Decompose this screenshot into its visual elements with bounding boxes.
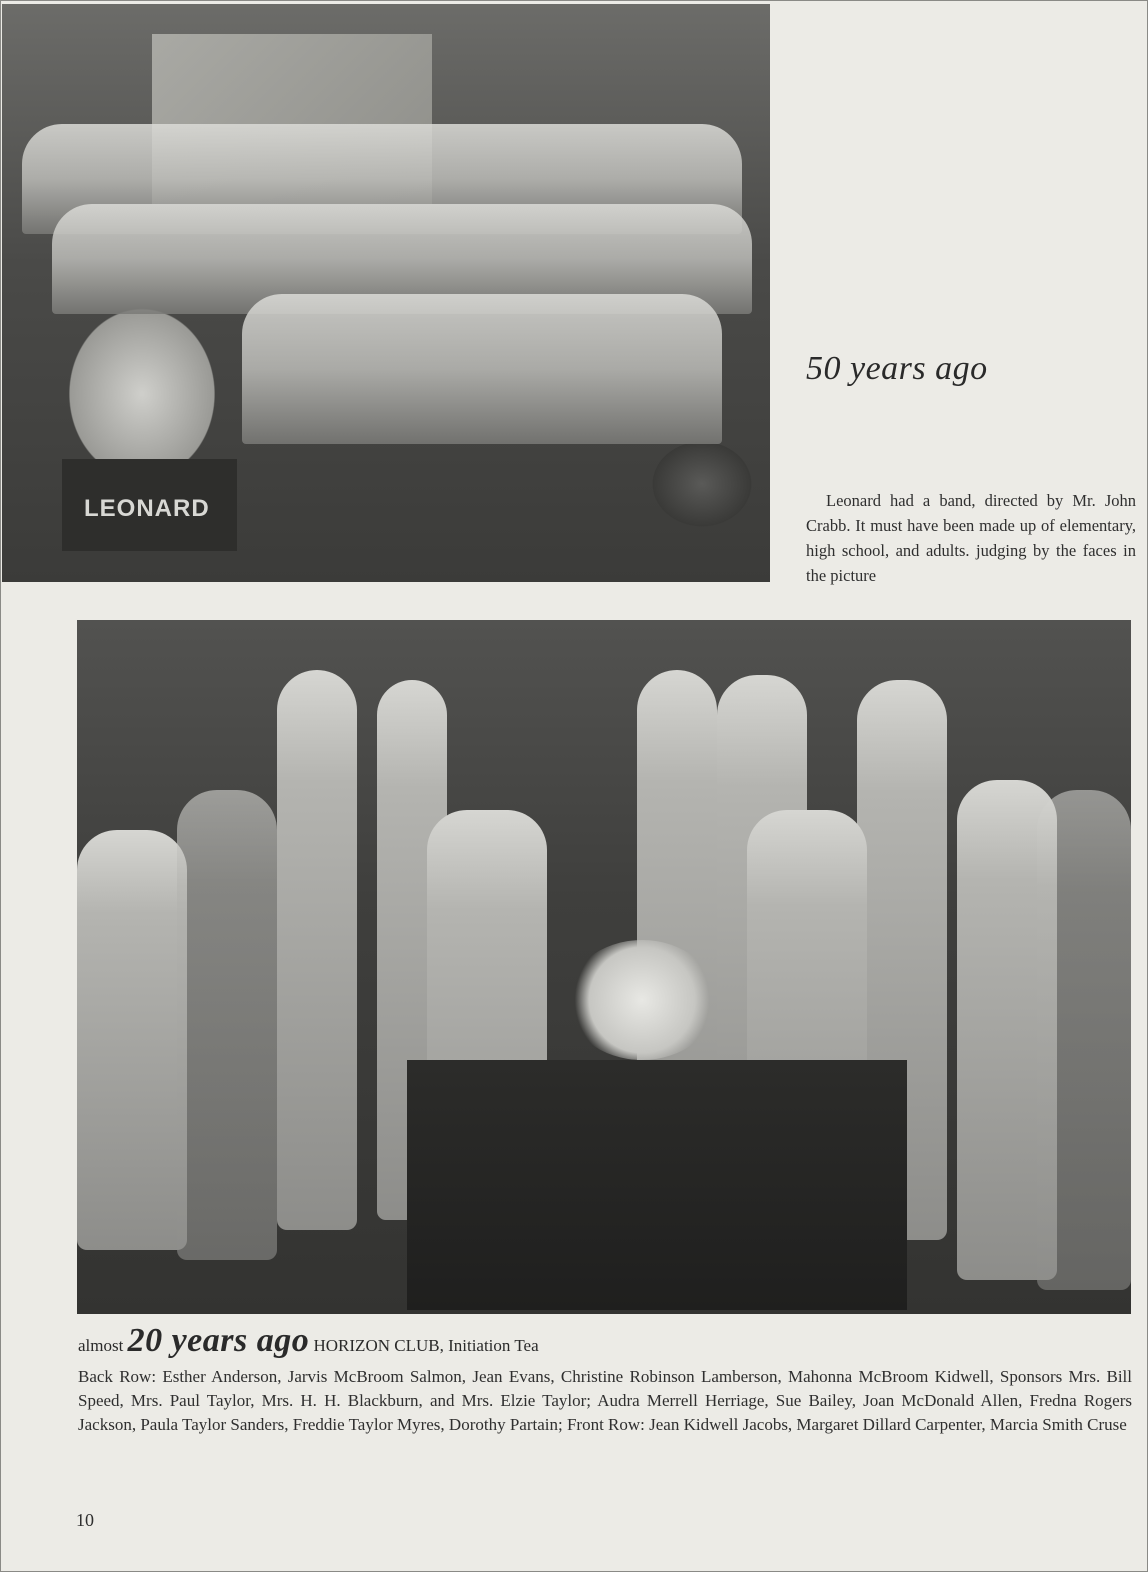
club-title: HORIZON CLUB, Initiation Tea (313, 1336, 539, 1355)
club-caption-block (78, 1322, 1132, 1437)
drum-case-label: LEONARD (84, 495, 210, 522)
club-caption: Back Row: Esther Anderson, Jarvis McBroom Salmon, Jean Evans, Christine Robinson Lamberson, Mahonna McBroom Kidwell, Sponsors Mrs. Bill Speed, Mrs. Paul Taylor, Mrs. H. H. Blackburn, and Mrs. Elzie Taylor; Audra Merrell Herriage, Sue Bailey, Joan McDonald Allen, Fredna Rogers Jackson, Paula Taylor Sanders, Freddie Taylor Myres, Dorothy Partain; Front Row: Jean Kidwell Jacobs, Margaret Dillard Carpenter, Marcia Smith Cruse (78, 1367, 1132, 1434)
tea-table (407, 1060, 907, 1310)
club-title-line (78, 1322, 1132, 1365)
person-figure (1037, 790, 1131, 1290)
page-number: 10 (76, 1510, 94, 1530)
club-photo (77, 620, 1131, 1314)
person-figure (177, 790, 277, 1260)
person-figure (277, 670, 357, 1230)
band-photo (2, 4, 770, 582)
club-heading: 20 years ago (127, 1322, 310, 1359)
person-figure (77, 830, 187, 1250)
drum-case (62, 459, 237, 551)
band-front-row (242, 294, 722, 444)
band-caption: Leonard had a band, directed by Mr. John Crabb. It must have been made up of elementary, high school, and adults. judging by the faces in the picture (806, 491, 1136, 585)
flower-arrangement (567, 940, 717, 1060)
band-heading: 50 years ago (806, 350, 988, 387)
club-heading-prefix: almost (78, 1336, 124, 1355)
